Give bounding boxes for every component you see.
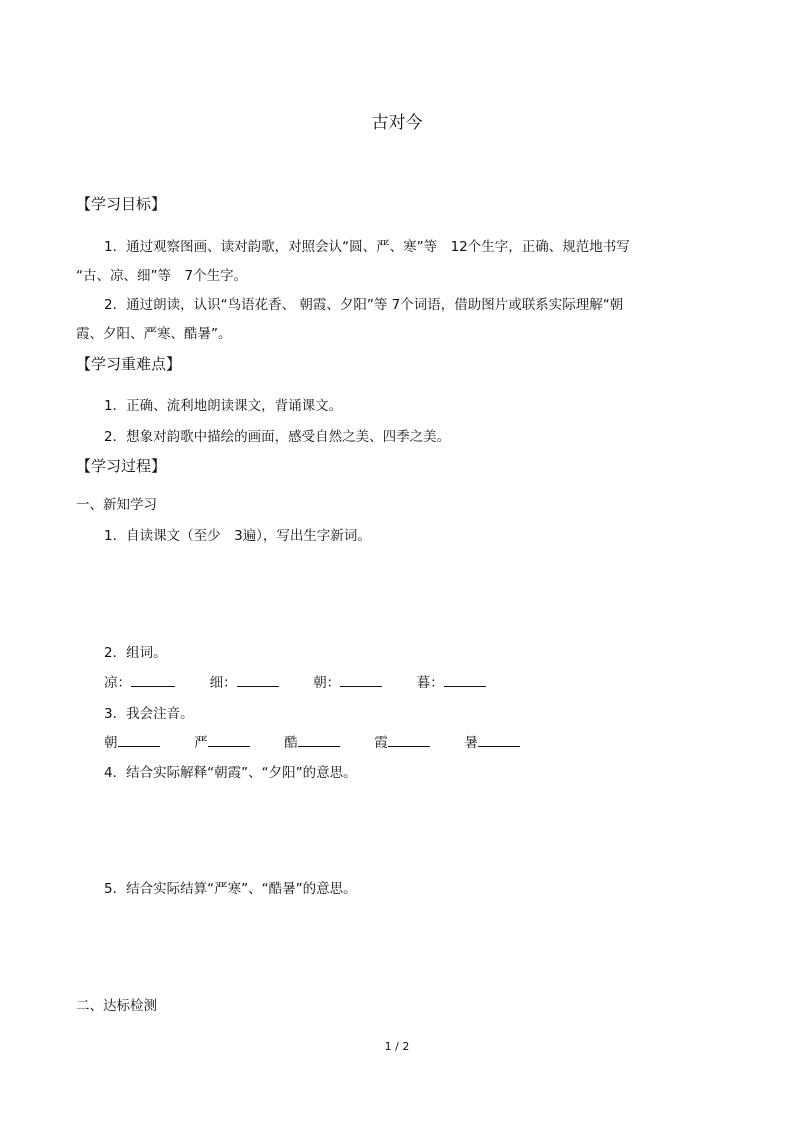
goal-1-line-1: 1．通过观察图画、读对韵歌，对照会认“圆、严、寒”等 12个生字，正确、规范地书写 bbox=[104, 239, 630, 255]
answer-blank[interactable] bbox=[118, 732, 160, 747]
part-2-heading: 二、达标检测 bbox=[76, 998, 157, 1014]
answer-blank[interactable] bbox=[478, 732, 520, 747]
key-point-2: 2．想象对韵歌中描绘的画面，感受自然之美、四季之美。 bbox=[104, 429, 451, 445]
question-2: 2．组词。 bbox=[104, 645, 167, 661]
section-heading-process: 【学习过程】 bbox=[76, 457, 167, 475]
pinyin-row bbox=[104, 731, 520, 751]
question-1: 1．自读课文（至少 3遍），写出生字新词。 bbox=[104, 528, 371, 544]
pinyin-char: 酷 bbox=[284, 735, 298, 751]
pinyin-char: 朝 bbox=[104, 735, 118, 751]
answer-blank[interactable] bbox=[131, 672, 175, 687]
word-label: 暮： bbox=[416, 675, 444, 691]
section-heading-goals: 【学习目标】 bbox=[76, 195, 167, 213]
answer-blank[interactable] bbox=[237, 672, 279, 687]
question-3: 3．我会注音。 bbox=[104, 706, 194, 722]
goal-2-line-2: 霞、夕阳、严寒、酷暑”。 bbox=[76, 326, 232, 342]
part-1-heading: 一、新知学习 bbox=[76, 497, 157, 513]
question-4: 4．结合实际解释“朝霞”、“夕阳”的意思。 bbox=[104, 765, 357, 781]
pinyin-char: 严 bbox=[194, 735, 208, 751]
page-title: 古对今 bbox=[371, 113, 423, 133]
pinyin-char: 霞 bbox=[374, 735, 388, 751]
goal-1-line-2: “古、凉、细”等 7个生字。 bbox=[76, 268, 248, 284]
section-heading-key-points: 【学习重难点】 bbox=[76, 355, 182, 373]
answer-blank[interactable] bbox=[208, 732, 250, 747]
key-point-1: 1．正确、流利地朗读课文，背诵课文。 bbox=[104, 398, 343, 414]
word-label: 凉： bbox=[104, 675, 131, 691]
question-5: 5．结合实际结算“严寒”、“酷暑”的意思。 bbox=[104, 881, 357, 897]
word-group-row bbox=[104, 671, 486, 691]
goal-2-line-1: 2．通过朗读，认识“鸟语花香、 朝霞、夕阳”等 7个词语，借助图片或联系实际理解“朝 bbox=[104, 297, 624, 313]
answer-blank[interactable] bbox=[340, 672, 382, 687]
pinyin-char: 暑 bbox=[464, 735, 478, 751]
answer-blank[interactable] bbox=[444, 672, 486, 687]
answer-blank[interactable] bbox=[298, 732, 340, 747]
word-label: 细： bbox=[209, 675, 237, 691]
page-number: 1 / 2 bbox=[384, 1040, 410, 1053]
answer-blank[interactable] bbox=[388, 732, 430, 747]
word-label: 朝： bbox=[313, 675, 341, 691]
